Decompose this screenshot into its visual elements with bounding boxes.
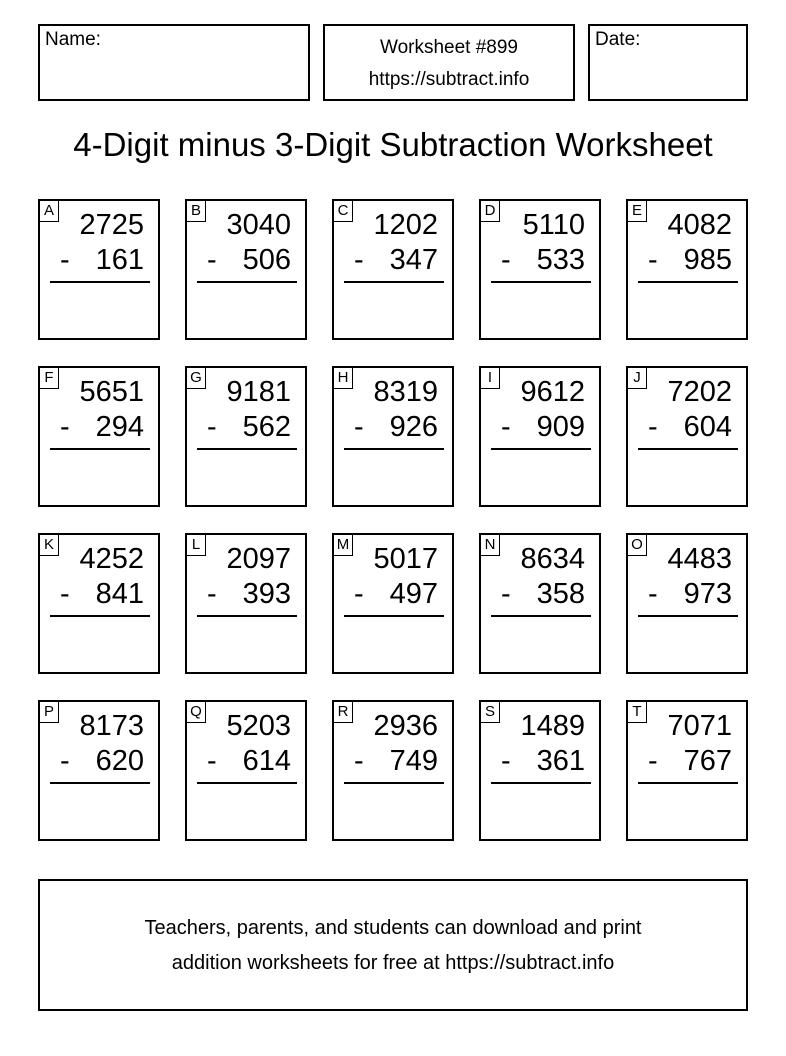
answer-line bbox=[197, 281, 297, 283]
problem-label: R bbox=[334, 702, 353, 723]
problem-label: B bbox=[187, 201, 206, 222]
subtrahend: 767 bbox=[683, 745, 732, 777]
problem-label: M bbox=[334, 535, 353, 556]
subtrahend: 985 bbox=[683, 244, 732, 276]
minus-sign: - bbox=[501, 578, 511, 610]
minuend: 4483 bbox=[667, 543, 732, 575]
subtrahend: 562 bbox=[242, 411, 291, 443]
problem-cell bbox=[38, 199, 160, 340]
minuend: 1489 bbox=[520, 710, 585, 742]
date-label: Date: bbox=[595, 29, 641, 50]
problem-label: E bbox=[628, 201, 647, 222]
answer-line bbox=[50, 448, 150, 450]
answer-line bbox=[50, 782, 150, 784]
minuend: 5017 bbox=[373, 543, 438, 575]
minus-sign: - bbox=[354, 745, 364, 777]
problem-cell bbox=[185, 199, 307, 340]
minus-sign: - bbox=[648, 578, 658, 610]
minuend: 8319 bbox=[373, 376, 438, 408]
worksheet-info-box bbox=[323, 24, 575, 101]
problem-cell bbox=[332, 533, 454, 674]
answer-line bbox=[491, 782, 591, 784]
minuend: 2725 bbox=[79, 209, 144, 241]
minus-sign: - bbox=[354, 244, 364, 276]
problem-label: N bbox=[481, 535, 500, 556]
problem-label: H bbox=[334, 368, 353, 389]
problem-label: S bbox=[481, 702, 500, 723]
problem-cell bbox=[479, 366, 601, 507]
problem-cell bbox=[626, 366, 748, 507]
worksheet-number: Worksheet #899 bbox=[379, 37, 518, 58]
problem-cell bbox=[38, 366, 160, 507]
worksheet-title: 4-Digit minus 3-Digit Subtraction Worksheet bbox=[73, 126, 713, 163]
minuend: 9612 bbox=[520, 376, 585, 408]
problem-label: I bbox=[481, 368, 500, 389]
subtrahend: 926 bbox=[389, 411, 438, 443]
subtrahend: 973 bbox=[683, 578, 732, 610]
minus-sign: - bbox=[60, 411, 70, 443]
problem-cell bbox=[185, 366, 307, 507]
subtrahend: 361 bbox=[536, 745, 585, 777]
problem-label: P bbox=[40, 702, 59, 723]
problem-cell bbox=[38, 533, 160, 674]
minus-sign: - bbox=[501, 745, 511, 777]
problem-cell bbox=[185, 700, 307, 841]
answer-line bbox=[197, 615, 297, 617]
answer-line bbox=[638, 615, 738, 617]
minus-sign: - bbox=[501, 244, 511, 276]
name-label: Name: bbox=[45, 29, 101, 50]
subtrahend: 749 bbox=[389, 745, 438, 777]
footer-box bbox=[38, 879, 748, 1011]
minuend: 2097 bbox=[226, 543, 291, 575]
problem-label: D bbox=[481, 201, 500, 222]
answer-line bbox=[344, 281, 444, 283]
subtrahend: 294 bbox=[95, 411, 144, 443]
minuend: 5203 bbox=[226, 710, 291, 742]
problem-cell bbox=[479, 700, 601, 841]
minuend: 9181 bbox=[226, 376, 291, 408]
minus-sign: - bbox=[354, 578, 364, 610]
subtrahend: 161 bbox=[95, 244, 144, 276]
date-box bbox=[588, 24, 748, 101]
answer-line bbox=[50, 615, 150, 617]
subtrahend: 604 bbox=[683, 411, 732, 443]
minus-sign: - bbox=[60, 578, 70, 610]
name-box bbox=[38, 24, 310, 101]
answer-line bbox=[197, 782, 297, 784]
minuend: 5651 bbox=[79, 376, 144, 408]
problem-cell bbox=[332, 366, 454, 507]
minus-sign: - bbox=[207, 578, 217, 610]
problem-label: O bbox=[628, 535, 647, 556]
answer-line bbox=[344, 448, 444, 450]
answer-line bbox=[491, 281, 591, 283]
minus-sign: - bbox=[648, 745, 658, 777]
minus-sign: - bbox=[60, 745, 70, 777]
problem-label: L bbox=[187, 535, 206, 556]
minus-sign: - bbox=[207, 411, 217, 443]
problem-cell bbox=[479, 533, 601, 674]
minus-sign: - bbox=[207, 244, 217, 276]
problem-label: G bbox=[187, 368, 206, 389]
subtrahend: 347 bbox=[389, 244, 438, 276]
minuend: 5110 bbox=[522, 209, 585, 241]
problem-label: T bbox=[628, 702, 647, 723]
minuend: 2936 bbox=[373, 710, 438, 742]
minus-sign: - bbox=[648, 244, 658, 276]
subtrahend: 533 bbox=[536, 244, 585, 276]
answer-line bbox=[197, 448, 297, 450]
problem-label: F bbox=[40, 368, 59, 389]
problem-label: J bbox=[628, 368, 647, 389]
minus-sign: - bbox=[354, 411, 364, 443]
minuend: 8634 bbox=[520, 543, 585, 575]
footer-line-2: addition worksheets for free at https://subtract.info bbox=[171, 952, 615, 974]
answer-line bbox=[344, 615, 444, 617]
minuend: 7202 bbox=[667, 376, 732, 408]
answer-line bbox=[638, 782, 738, 784]
subtrahend: 909 bbox=[536, 411, 585, 443]
subtrahend: 497 bbox=[389, 578, 438, 610]
answer-line bbox=[638, 448, 738, 450]
problem-cell bbox=[332, 700, 454, 841]
problem-cell bbox=[626, 700, 748, 841]
minuend: 7071 bbox=[667, 710, 732, 742]
minuend: 8173 bbox=[79, 710, 144, 742]
problem-label: A bbox=[40, 201, 59, 222]
minus-sign: - bbox=[648, 411, 658, 443]
problem-label: Q bbox=[187, 702, 206, 723]
answer-line bbox=[491, 615, 591, 617]
minus-sign: - bbox=[207, 745, 217, 777]
problem-cell bbox=[185, 533, 307, 674]
problem-cell bbox=[332, 199, 454, 340]
minuend: 4252 bbox=[79, 543, 144, 575]
problem-cell bbox=[626, 533, 748, 674]
problem-cell bbox=[38, 700, 160, 841]
subtrahend: 358 bbox=[536, 578, 585, 610]
answer-line bbox=[344, 782, 444, 784]
problem-cell bbox=[479, 199, 601, 340]
problem-label: K bbox=[40, 535, 59, 556]
minus-sign: - bbox=[501, 411, 511, 443]
answer-line bbox=[50, 281, 150, 283]
problem-cell bbox=[626, 199, 748, 340]
subtrahend: 614 bbox=[242, 745, 291, 777]
problem-label: C bbox=[334, 201, 353, 222]
minuend: 3040 bbox=[226, 209, 291, 241]
answer-line bbox=[638, 281, 738, 283]
subtrahend: 841 bbox=[95, 578, 144, 610]
answer-line bbox=[491, 448, 591, 450]
minuend: 1202 bbox=[373, 209, 438, 241]
subtrahend: 393 bbox=[242, 578, 291, 610]
subtrahend: 620 bbox=[95, 745, 144, 777]
footer-line-1: Teachers, parents, and students can download and print bbox=[144, 917, 642, 939]
subtrahend: 506 bbox=[242, 244, 291, 276]
worksheet-url: https://subtract.info bbox=[368, 69, 530, 90]
minus-sign: - bbox=[60, 244, 70, 276]
minuend: 4082 bbox=[667, 209, 732, 241]
